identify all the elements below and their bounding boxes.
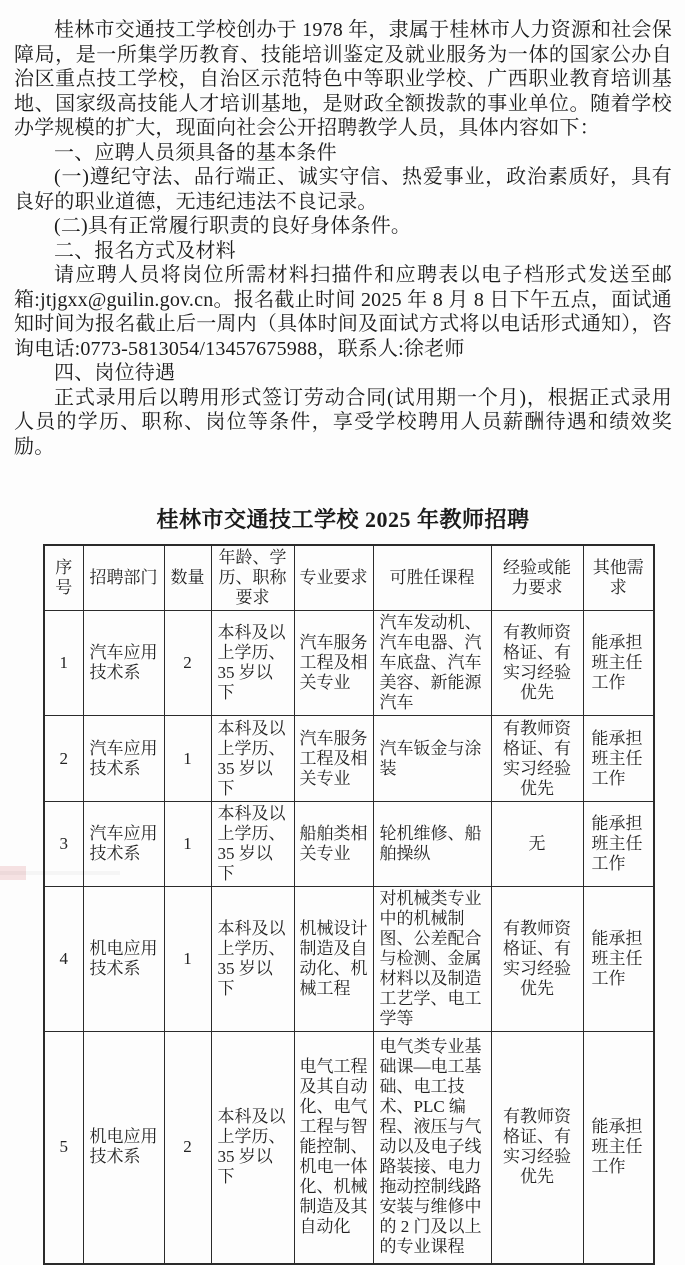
cell-seq: 3 <box>44 802 83 887</box>
cell-department: 机电应用技术系 <box>83 887 164 1032</box>
recruitment-table <box>43 544 655 1265</box>
cell-quantity: 2 <box>164 611 211 716</box>
cell-other: 能承担班主任工作 <box>583 611 654 716</box>
cell-quantity: 2 <box>164 1032 211 1264</box>
table-row <box>44 1032 654 1264</box>
cell-quantity: 1 <box>164 716 211 802</box>
table-row <box>44 887 654 1032</box>
intro-paragraph: 桂林市交通技工学校创办于 1978 年，隶属于桂林市人力资源和社会保障局，是一所集学历教育、技能培训鉴定及就业服务为一体的国家公办自治区重点技工学校，自治区示范特色中等职业学校、广西职业教育培训基地、国家级高技能人才培训基地，是财政全额拨款的事业单位。随着学校办学规模的扩大，现面向社会公开招聘教学人员，具体内容如下： <box>14 19 672 139</box>
col-header-courses: 可胜任课程 <box>373 545 491 611</box>
section-2-heading: 二、报名方式及材料 <box>54 239 236 262</box>
cell-major: 机械设计制造及自动化、机械工程 <box>294 887 373 1032</box>
cell-other: 能承担班主任工作 <box>583 802 654 887</box>
col-header-seq: 序号 <box>44 545 83 611</box>
col-header-experience: 经验或能力要求 <box>491 545 583 611</box>
cell-age-education: 本科及以上学历、35 岁以下 <box>211 887 294 1032</box>
cell-courses: 汽车钣金与涂装 <box>373 716 491 802</box>
cell-experience: 有教师资格证、有实习经验优先 <box>491 611 583 716</box>
cell-seq: 1 <box>44 611 83 716</box>
cell-department: 汽车应用技术系 <box>83 611 164 716</box>
cell-age-education: 本科及以上学历、35 岁以下 <box>211 802 294 887</box>
table-row <box>44 611 654 716</box>
section-1-item-1: (一)遵纪守法、品行端正、诚实守信、热爱事业，政治素质好，具有良好的职业道德，无违纪违法不良记录。 <box>14 166 672 213</box>
col-header-quantity: 数量 <box>164 545 211 611</box>
cell-other: 能承担班主任工作 <box>583 887 654 1032</box>
section-1-item-2: (二)具有正常履行职责的良好身体条件。 <box>54 215 412 237</box>
cell-age-education: 本科及以上学历、35 岁以下 <box>211 611 294 716</box>
scan-artifact-line <box>0 871 120 875</box>
cell-experience: 有教师资格证、有实习经验优先 <box>491 716 583 802</box>
table-row <box>44 802 654 887</box>
cell-major: 电气工程及其自动化、电气工程与智能控制、机电一体化、机械制造及其自动化 <box>294 1032 373 1264</box>
col-header-other: 其他需求 <box>583 545 654 611</box>
cell-courses: 对机械类专业中的机械制图、公差配合与检测、金属材料以及制造工艺学、电工学等 <box>373 887 491 1032</box>
table-title: 桂林市交通技工学校 2025 年教师招聘 <box>156 507 530 532</box>
cell-seq: 4 <box>44 887 83 1032</box>
cell-seq: 2 <box>44 716 83 802</box>
cell-other: 能承担班主任工作 <box>583 1032 654 1264</box>
cell-quantity: 1 <box>164 887 211 1032</box>
cell-major: 船舶类相关专业 <box>294 802 373 887</box>
section-4-body: 正式录用后以聘用形式签订劳动合同(试用期一个月)，根据正式录用人员的学历、职称、岗位等条件，享受学校聘用人员薪酬待遇和绩效奖励。 <box>14 386 672 458</box>
cell-experience: 无 <box>491 802 583 887</box>
cell-other: 能承担班主任工作 <box>583 716 654 802</box>
table-row <box>44 716 654 802</box>
cell-age-education: 本科及以上学历、35 岁以下 <box>211 1032 294 1264</box>
cell-experience: 有教师资格证、有实习经验优先 <box>491 1032 583 1264</box>
section-1-heading: 一、应聘人员须具备的基本条件 <box>54 141 337 164</box>
cell-courses: 电气类专业基础课—电工基础、电工技术、PLC 编程、液压与气动以及电子线路装接、电力拖动控制线路安装与维修中的 2 门及以上的专业课程 <box>373 1032 491 1264</box>
cell-seq: 5 <box>44 1032 83 1264</box>
cell-major: 汽车服务工程及相关专业 <box>294 611 373 716</box>
cell-age-education: 本科及以上学历、35 岁以下 <box>211 716 294 802</box>
col-header-major: 专业要求 <box>294 545 373 611</box>
col-header-department: 招聘部门 <box>83 545 164 611</box>
cell-courses: 轮机维修、船舶操纵 <box>373 802 491 887</box>
cell-department: 汽车应用技术系 <box>83 716 164 802</box>
section-2-body: 请应聘人员将岗位所需材料扫描件和应聘表以电子档形式发送至邮箱:jtjgxx@guilin.gov.cn。报名截止时间 2025 年 8 月 8 日下午五点，面试通知时间为报名截止后一周内（具体时间及面试方式将以电话形式通知），咨询电话:0773-5813054/13457675988，联系人:徐老师 <box>14 264 672 360</box>
section-4-heading: 四、岗位待遇 <box>54 362 176 384</box>
cell-quantity: 1 <box>164 802 211 887</box>
table-header-row <box>44 545 654 611</box>
cell-major: 汽车服务工程及相关专业 <box>294 716 373 802</box>
cell-experience: 有教师资格证、有实习经验优先 <box>491 887 583 1032</box>
cell-department: 机电应用技术系 <box>83 1032 164 1264</box>
cell-courses: 汽车发动机、汽车电器、汽车底盘、汽车美容、新能源汽车 <box>373 611 491 716</box>
col-header-age-education: 年龄、学历、职称要求 <box>211 545 294 611</box>
cell-department: 汽车应用技术系 <box>83 802 164 887</box>
